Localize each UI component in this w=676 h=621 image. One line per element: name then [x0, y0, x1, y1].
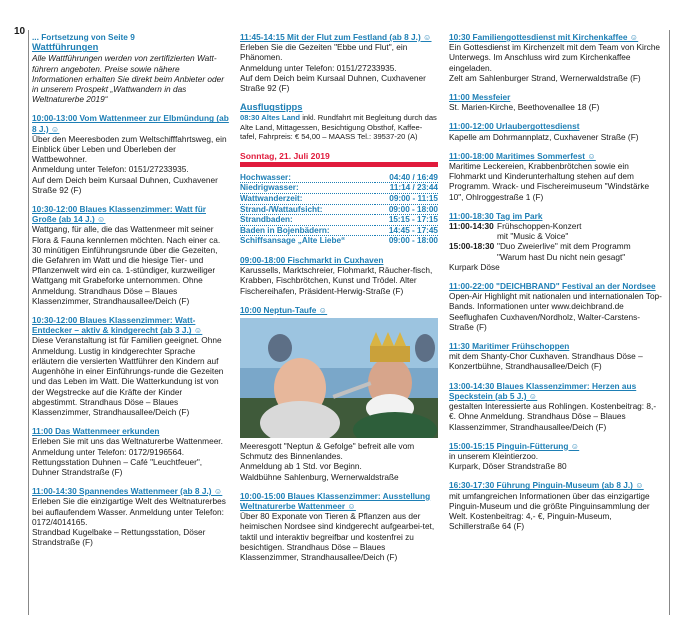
event-heading: 11:45-14:15 Mit der Flut zum Festland (ab 8 J.) ☺ — [240, 32, 432, 42]
event-body: Über 80 Exponate von Tieren & Pflanzen aus der heimischen Nordsee sind kindgerecht aufgearbei-tet, taktil und interaktiv begreifbar und kostenfrei zu besichtigen. Strandhaus Döse – Blaues Klassenzimmer, Strandhausallee/Deich (F) — [240, 511, 437, 563]
event-heading: 11:00-18:30 Tag im Park — [449, 210, 543, 221]
page-number: 10 — [14, 26, 26, 37]
schedule-time: 15:00-18:30 — [449, 241, 495, 252]
schedule-time: 11:00-14:30 — [449, 221, 494, 232]
event-heading: 11:00-22:00 "DEICHBRAND" Festival an der Nordsee — [449, 281, 656, 292]
event-heading: 13:00-14:30 Blaues Klassenzimmer: Herzen aus Speckstein (ab 5 J.) ☺ — [449, 380, 637, 401]
continuation-note: ... Fortsetzung von Seite 9 — [32, 32, 135, 42]
event-body: mit umfangreichen Informationen über das einzigartige Pinguin-Museum und die größte Pinguinsammlung der Welt. Kostenbeitrag: 4,- €, Pinguin-Museum, Schillerstraße 64 (F) — [449, 490, 652, 532]
tip-body: inkl. Rundfahrt mit Begleitung durch das Alte Land, Mittagessen, Besichtigung Obsthof, Kaffee-tafel, Fahrpreis: € 54,00 – MAASS Tel.: 39537-20 (A) — [240, 113, 437, 142]
tide-label: Niedrigwasser: — [240, 183, 299, 193]
event-item — [449, 480, 663, 531]
event-heading: 10:30-12:00 Blaues Klassenzimmer: Watt für Große (ab 14 J.) ☺ — [32, 204, 206, 225]
event-location: Kurpark Döse — [449, 261, 500, 272]
tide-row — [240, 215, 438, 226]
section-title-ausflugstipps: Ausflugstipps — [240, 101, 303, 113]
event-heading: 10:00 Neptun-Taufe ☺ — [240, 304, 328, 315]
event-body: Diese Veranstaltung ist für Familien geeignet. Ohne Anmeldung. Lustig in kindgerechter Sprache erläutern die versierten Wattführer den Kindern auf Augenhöhe in einer Einführungs-runde die Gezeiten und das Leben im Watt. Die Watterkundung ist von der Wegstrecke auf die Kräfte der Kinder abgestimmt. Strandhaus Döse – Blaues Klassenzimmer, Strandhausallee/Deich (F) — [32, 335, 226, 417]
event-item — [449, 341, 663, 372]
event-heading: 16:30-17:30 Führung Pinguin-Museum (ab 8 J.) ☺ — [449, 480, 644, 491]
tide-label: Strand-/Wattaufsicht: — [240, 204, 323, 214]
event-item — [240, 255, 438, 296]
event-body: Karussells, Marktschreier, Flohmarkt, Räucher-fisch, Krabben, Fischbrötchen, Kunst und Trödel. Alter Fischereihafen, Präsident-Herwig-Straße (F) — [240, 265, 435, 296]
tide-value: 09:00 - 18:00 — [388, 204, 438, 214]
event-body: Ein Gottesdienst im Kirchenzelt mit dem Team von Kirche Unterwegs. Im Anschluss wird zum Kirchenkaffee eingeladen. Zelt am Sahlenburger Strand, Wernerwaldstraße (F) — [449, 42, 661, 83]
event-heading: 11:00 Das Wattenmeer erkunden — [32, 426, 160, 437]
tide-row — [240, 204, 438, 215]
event-body: Open-Air Highlight mit nationalen und internationalen Top-Bands. Informationen unter www.deichbrand.de Seeflughafen Cuxhaven/Nordholz, Walter-Carstens-Straße (F) — [449, 291, 662, 332]
tide-row — [240, 183, 438, 194]
tip-heading: 08:30 Altes Land — [240, 113, 301, 123]
tide-value: 04:40 / 16:49 — [389, 172, 438, 182]
event-body: Meeresgott "Neptun & Gefolge" befreit alle vom Schmutz des Binnenlandes. Anmeldung ab 1 Std. vor Beginn. Waldbühne Sahlenburg, Wernerwaldstraße — [240, 441, 415, 482]
schedule-row — [449, 221, 663, 241]
event-heading: 11:00 Messfeier — [449, 92, 511, 103]
tide-label: Hochwasser: — [240, 172, 291, 182]
event-body: mit dem Shanty-Chor Cuxhaven. Strandhaus Döse – Konzertbühne, Strandhausallee/Deich (F) — [449, 351, 646, 372]
event-item — [32, 486, 229, 547]
schedule-row — [449, 241, 663, 261]
event-heading: 10:30-12:00 Blaues Klassenzimmer: Watt-Entdecker – aktiv & kindgerecht (ab 3 J.) ☺ — [32, 315, 203, 336]
event-item — [240, 32, 438, 93]
event-item — [449, 151, 663, 202]
event-item — [449, 121, 663, 141]
day-heading: Sonntag, 21. Juli 2019 — [240, 150, 330, 161]
event-item — [32, 204, 229, 306]
event-body: in unserem Kleintierzoo. Kurpark, Döser Strandstraße 80 — [449, 450, 567, 472]
event-heading: 10:30 Familiengottesdienst mit Kirchenkaffee ☺ — [449, 32, 639, 42]
event-heading: 11:00-14:30 Spannendes Wattenmeer (ab 8 J.) ☺ — [32, 486, 223, 497]
schedule-desc: Frühschoppen-Konzert mit "Music & Voice" — [497, 221, 582, 242]
tide-row — [240, 225, 438, 236]
tide-value: 09:00 - 11:15 — [389, 194, 438, 204]
event-body: Erleben Sie die Gezeiten "Ebbe und Flut", ein Phänomen. Anmeldung unter Telefon: 0151/27233935. Auf dem Deich beim Kursaal Duhnen, Cuxhavener Straße 92 (F) — [240, 42, 426, 94]
tide-row — [240, 236, 438, 246]
tide-label: Strandbaden: — [240, 215, 293, 225]
event-heading: 15:00-15:15 Pinguin-Fütterung ☺ — [449, 440, 580, 451]
tide-label: Baden in Bojenbädern: — [240, 225, 330, 235]
event-item — [449, 32, 663, 83]
day-divider — [240, 162, 438, 167]
event-heading: 09:00-18:00 Fischmarkt in Cuxhaven — [240, 255, 384, 265]
event-item — [240, 491, 438, 562]
event-heading: 10:00-15:00 Blaues Klassenzimmer: Ausstellung Weltnaturerbe Wattenmeer ☺ — [240, 490, 431, 512]
tide-label: Wattwanderzeit: — [240, 194, 303, 204]
event-body: Kapelle am Dohrmannplatz, Cuxhavener Straße (F) — [449, 131, 639, 142]
tide-value: 11:14 / 23:44 — [389, 183, 438, 193]
column-1 — [32, 32, 229, 556]
event-body: Maritime Leckereien, Krabbenbrötchen sowie ein Flohmarkt und Kinderunterhaltung stehen auf dem Programm. Wrack- und Fischereimuseum "Windstärke 10", Ohlroggestraße 1 (F) — [449, 161, 652, 202]
neptune-photo — [240, 318, 438, 438]
tide-value: 14:45 - 17:45 — [388, 225, 438, 235]
tide-label: Schiffsansage „Alte Liebe“ — [240, 236, 346, 246]
event-body: Erleben Sie mit uns das Weltnaturerbe Wattenmeer. Anmeldung unter Telefon: 0172/9196564. Rettungsstation Duhnen – Café "Leuchtfeuer", Duhner Strandstraße (F) — [32, 436, 223, 477]
event-body: Wattgang, für alle, die das Wattenmeer mit seiner Flora & Fauna kennlernen möchten. Nach einer ca. 30 minütigen Einführungsrunde über die Gezeiten, die Gefahren im Watt und die hiesige Tier- und Pflanzenwelt wird ein ca. 1-stündiger, kurzweiliger Wattgang mit Grabeforke unternommen. Ohne Anmeldung. Strandhaus Döse – Blaues Klassenzimmer, Strandhausallee/Deich (F) — [32, 224, 223, 306]
event-item — [449, 281, 663, 332]
column-2 — [240, 32, 438, 571]
event-item — [449, 92, 663, 112]
event-item — [32, 426, 229, 477]
tide-row — [240, 173, 438, 183]
tide-row — [240, 194, 438, 205]
event-item — [449, 211, 663, 272]
tide-value: 15:15 - 17:15 — [388, 215, 438, 225]
tip-item — [240, 113, 438, 141]
event-body: Über den Meeresboden zum Weltschifffahrtsweg, ein Einblick über Leben und Überleben der Wattbewohner. Anmeldung unter Telefon: 0151/27233935. Auf dem Deich beim Kursaal Duhnen, Cuxhavener Straße 92 (F) — [32, 133, 227, 195]
event-item — [32, 315, 229, 417]
column-3 — [449, 32, 663, 540]
event-heading: 11:30 Maritimer Frühschoppen — [449, 341, 570, 352]
photo-illustration — [240, 318, 438, 438]
event-heading: 11:00-18:00 Maritimes Sommerfest ☺ — [449, 150, 596, 161]
event-item — [240, 305, 438, 482]
event-heading: 10:00-13:00 Vom Wattenmeer zur Elbmündung (ab 8 J.) ☺ — [32, 113, 229, 134]
event-body: St. Marien-Kirche, Beethovenallee 18 (F) — [449, 102, 600, 113]
event-heading: 11:00-12:00 Urlaubergottesdienst — [449, 121, 580, 132]
intro-text: Alle Wattführungen werden von zertifizierten Watt-führern angeboten. Preise sowie nähere Informationen erhalten Sie direkt beim Anbieter oder in unserem Prospekt „Wattwandern in das Weltnaturerbe 2019“ — [32, 53, 225, 105]
schedule-desc: "Duo Zweierlive" mit dem Programm "Warum hast Du nicht nein gesagt" — [497, 241, 631, 262]
event-body: Erleben Sie die einzigartige Welt des Weltnaturerbes bei auflaufendem Wasser. Anmeldung unter Telefon: 0172/4014165. Strandbad Kugelbake – Rettungsstation, Döser Strandstraße (F) — [32, 496, 226, 548]
event-item — [449, 381, 663, 432]
tide-value: 09:00 - 18:00 — [388, 236, 438, 246]
event-item — [32, 113, 229, 195]
tide-table — [240, 173, 438, 246]
event-body: gestalten Interessierte aus Rohlingen. Kostenbeitrag: 8,- €. Ohne Anmeldung. Strandhaus Döse – Blaues Klassenzimmer, Strandhausallee/Deich (F) — [449, 401, 659, 432]
section-title-wattfuehrungen: Wattführungen — [32, 41, 99, 53]
event-item — [449, 441, 663, 472]
